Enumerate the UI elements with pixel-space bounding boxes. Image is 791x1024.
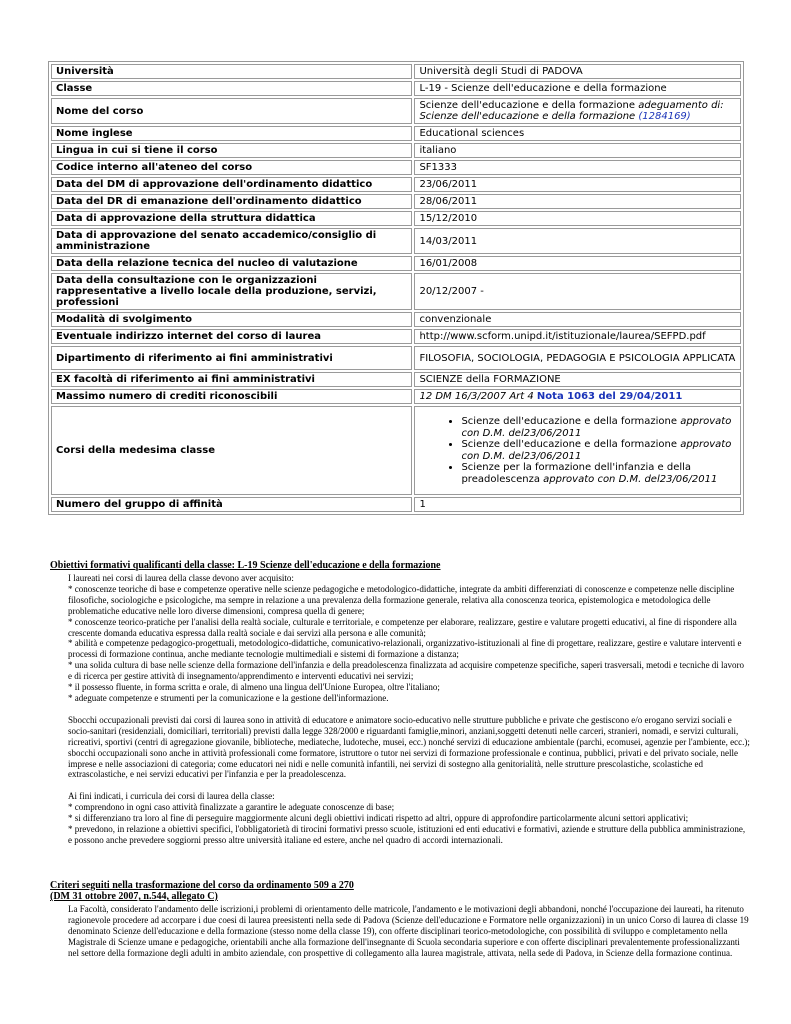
value-italic-text: adeguamento di: Scienze dell'educazione e della formazione: [419, 100, 724, 122]
row-label: Data del DM di approvazione dell'ordinamento didattico: [51, 177, 412, 192]
paragraph: * il possesso fluente, in forma scritta e orale, di almeno una lingua dell'Unione Europea, oltre l'italiano;: [68, 682, 440, 693]
row-value: [414, 126, 741, 141]
course-info-table-wrapper: [48, 61, 744, 515]
section-obiettivi-title: Obiettivi formativi qualificanti della classe: L-19 Scienze dell'educazione e della formazione: [50, 560, 441, 571]
paragraph: * conoscenze teoriche di base e competenze operative nelle scienze pedagogiche e metodologico-didattiche, integrate da ambiti differenziati di conoscenze e competenze nelle discipline filosofiche, sociologiche e psicologiche, ma sempre in relazione a una prevalenza della formazione generale, relativa alla conoscenza teorica, epistemologica e metodologica delle problematiche educative nelle loro diverse dimensioni, compresa quella di genere;: [68, 583, 735, 616]
table-row: [51, 81, 741, 96]
row-label: Eventuale indirizzo internet del corso di laurea: [51, 329, 412, 344]
paragraph: Sbocchi occupazionali previsti dai corsi di laurea sono in attività di educatore e animatore socio-educativo nelle strutture pubbliche e private che gestiscono e/o erogano servizi sociali e socio-sanitari (residenziali, domiciliari, territoriali) previsti dalla legge 328/2000 e riguardanti famiglie,minori, anziani,soggetti detenuti nelle carceri, stranieri, nomadi, e servizi culturali, ricreativi, sportivi (centri di agregazione giovanile, biblioteche, mediateche, ludoteche, musei, ecc.) nonché servizi di educazione ambientale (parchi, ecomusei, agenzie per l'ambiente, ecc.); sbocchi occupazionali sono anche in attività professionali come formatore, istruttore o tutor nei servizi di formazione professionale e continua, pubblici, privati e del privato sociale, nelle imprese e nelle associazioni di categoria; come educatori nei nidi e nelle comunità infantili, nei servizi di sostegno alla genitorialità, nelle strutture prescolastiche, scolastiche ed extrascolastiche, e nei servizi educativi per l'infanzia e per la preadolescenza.: [68, 714, 750, 780]
row-value: [414, 228, 741, 254]
paragraph-gap: [68, 704, 750, 715]
corsi-name: Scienze dell'educazione e della formazione: [461, 439, 681, 450]
corsi-name: Scienze per la formazione dell'infanzia e della preadolescenza: [461, 462, 692, 485]
row-value: [414, 81, 741, 96]
row-value: [414, 194, 741, 209]
paragraph: * si differenziano tra loro al fine di perseguire maggiormente alcuni degli obiettivi indicati rispetto ad altri, oppure di approfondire particolarmente alcuni settori applicativi;: [68, 813, 689, 824]
row-value: [414, 143, 741, 158]
table-row: [51, 160, 741, 175]
table-row: [51, 389, 741, 404]
table-row: [51, 194, 741, 209]
row-value: [414, 497, 741, 512]
table-row: [51, 211, 741, 226]
row-value: [414, 273, 741, 310]
corsi-approval: approvato con D.M. del23/06/2011: [543, 473, 718, 485]
row-label: EX facoltà di riferimento ai fini amministrativi: [51, 372, 412, 387]
row-value: [414, 256, 741, 271]
value-text: convenzionale: [419, 314, 492, 325]
row-value: [414, 64, 741, 79]
row-value: [414, 312, 741, 327]
section-criteri-body: [50, 904, 750, 959]
row-label: Nome del corso: [51, 98, 412, 124]
section-criteri-title-line1: Criteri seguiti nella trasformazione del corso da ordinamento 509 a 270: [50, 880, 354, 891]
row-label: Data della relazione tecnica del nucleo di valutazione: [51, 256, 412, 271]
corsi-list-item: [461, 416, 736, 439]
row-label: Nome inglese: [51, 126, 412, 141]
paragraph: I laureati nei corsi di laurea della classe devono aver acquisito:: [68, 573, 294, 583]
paragraph: * comprendono in ogni caso attività finalizzate a garantire le adeguate conoscenze di base;: [68, 802, 395, 813]
paragraph: * conoscenze teorico-pratiche per l'analisi della realtà sociale, culturale e territoriale, e competenze per elaborare, realizzare, gestire e valutare progetti educativi, al fine di rispondere alla crescente domanda educativa espressa dalla realtà sociale e dai servizi alla persona e alle comunità;: [68, 616, 737, 638]
table-row: [51, 177, 741, 192]
value-text: 20/12/2007 -: [419, 286, 484, 297]
value-text: http://www.scform.unipd.it/istituzionale/laurea/SEFPD.pdf: [419, 331, 706, 342]
course-info-table-body: [51, 64, 741, 512]
table-row: [51, 497, 741, 512]
row-label: Università: [51, 64, 412, 79]
table-row: [51, 64, 741, 79]
value-text: 28/06/2011: [419, 196, 478, 207]
paragraph: * abilità e competenze pedagogico-progettuali, metodologico-didattiche, comunicativo-relazionali, organizzativo-istituzionali al fine di progettare, realizzare, gestire e valutare interventi e processi di formazione continua, anche mediante tecnologie multimediali e sistemi di formazione a distanza;: [68, 638, 742, 660]
section-criteri: [50, 880, 750, 959]
paragraph: Ai fini indicati, i curricula dei corsi di laurea della classe:: [68, 791, 275, 802]
value-text: Educational sciences: [419, 128, 525, 139]
value-text: L-19 - Scienze dell'educazione e della formazione: [419, 83, 667, 94]
row-label: Classe: [51, 81, 412, 96]
row-label: Data del DR di emanazione dell'ordinamento didattico: [51, 194, 412, 209]
row-value: [414, 389, 741, 404]
value-text: 16/01/2008: [419, 258, 478, 269]
table-row: [51, 346, 741, 370]
section-criteri-title-line2: (DM 31 ottobre 2007, n.544, allegato C): [50, 891, 218, 902]
paragraph: * adeguate competenze e strumenti per la comunicazione e la gestione dell'informazione.: [68, 692, 389, 703]
row-label: Modalità di svolgimento: [51, 312, 412, 327]
corsi-list-item: [461, 462, 736, 485]
paragraph-gap: [68, 780, 750, 791]
nota-link[interactable]: Nota 1063 del 29/04/2011: [536, 391, 683, 402]
table-row: [51, 372, 741, 387]
table-row: [51, 126, 741, 141]
corsi-list-item: [461, 439, 736, 462]
value-italic-text: 12 DM 16/3/2007 Art 4: [419, 391, 537, 402]
row-value: [414, 406, 741, 495]
row-label: Numero del gruppo di affinità: [51, 497, 412, 512]
value-text: Università degli Studi di PADOVA: [419, 66, 583, 77]
table-row: [51, 256, 741, 271]
value-text: Scienze dell'educazione e della formazione: [419, 100, 639, 111]
value-text: 23/06/2011: [419, 179, 478, 190]
section-obiettivi-body: [50, 573, 750, 846]
table-row: [51, 312, 741, 327]
table-row: [51, 273, 741, 310]
corsi-list: [419, 416, 736, 485]
row-label: Lingua in cui si tiene il corso: [51, 143, 412, 158]
paragraph: * prevedono, in relazione a obiettivi specifici, l'obbligatorietà di tirocini formativi presso scuole, istituzioni ed enti educativi e formativi, aziende e strutture della pubblica amministrazione, e possono anche prevedere soggiorni presso altre università italiane ed estere, anche nel quadro di accordi internazionali.: [68, 824, 746, 845]
table-row: [51, 143, 741, 158]
row-label: Codice interno all'ateneo del corso: [51, 160, 412, 175]
row-value: [414, 98, 741, 124]
table-row: [51, 228, 741, 254]
table-row: [51, 329, 741, 344]
row-label: Data di approvazione della struttura didattica: [51, 211, 412, 226]
section-criteri-text: La Facoltà, considerato l'andamento delle iscrizioni,i problemi di orientamento delle matricole, l'andamento e le motivazioni degli abbandoni, nonché l'occupazione dei laureati, ha ritenuto ragionevole procedere ad accorpare i due coesi di laurea preesistenti nella sede di Padova (Scienze dell'educazione e Formatore nelle organizzazioni) in un unico Corso di laurea di classe 19 denominato Scienze dell'educazione e della formazione (stesso nome della classe 19), con offerte disciplinari teorico-metodologiche, con possibilità di sviluppo e completamento nella Magistrale di Scienze umane e pedagogiche, orientabili anche alla formazione dell'insegnante di Scuola secondaria superiore e con offerte disciplinari prevalentemente professionalizzanti nel settore della formazione degli adulti in ambito aziendale, con prospettive di collegamento alla laurea magistrale, attivata, nella sede di Padova, in Scienze della formazione continua.: [68, 904, 749, 958]
course-code-link[interactable]: (1284169): [638, 111, 691, 122]
row-value: [414, 372, 741, 387]
corsi-approval: approvato con D.M. del23/06/2011: [461, 416, 732, 439]
row-label: Corsi della medesima classe: [51, 406, 412, 495]
value-text: italiano: [419, 145, 457, 156]
row-value: [414, 211, 741, 226]
value-text: 1: [419, 499, 426, 510]
row-label: Dipartimento di riferimento ai fini amministrativi: [51, 346, 412, 370]
row-label: Data della consultazione con le organizzazioni rappresentative a livello locale della produzione, servizi, professioni: [51, 273, 412, 310]
section-obiettivi: [50, 560, 750, 846]
table-row: [51, 98, 741, 124]
row-value: [414, 160, 741, 175]
value-text: SF1333: [419, 162, 458, 173]
row-value: [414, 329, 741, 344]
value-text: FILOSOFIA, SOCIOLOGIA, PEDAGOGIA E PSICOLOGIA APPLICATA: [419, 352, 736, 364]
row-value: [414, 346, 741, 370]
table-row: [51, 406, 741, 495]
row-value: [414, 177, 741, 192]
row-label: Massimo numero di crediti riconoscibili: [51, 389, 412, 404]
paragraph: * una solida cultura di base nelle scienze della formazione dell'infanzia e della preadolescenza finalizzata ad acquisire competenze specifiche, saperi trasversali, metodi e tecniche di lavoro e di ricerca per gestire attività di insegnamento/apprendimento e interventi educativi nei servizi;: [68, 660, 745, 682]
value-text: 15/12/2010: [419, 213, 478, 224]
value-text: 14/03/2011: [419, 235, 478, 247]
corsi-approval: approvato con D.M. del23/06/2011: [461, 439, 732, 462]
corsi-name: Scienze dell'educazione e della formazione: [461, 416, 681, 427]
value-text: SCIENZE della FORMAZIONE: [419, 374, 561, 385]
course-info-table: [48, 61, 744, 515]
row-label: Data di approvazione del senato accademico/consiglio di amministrazione: [51, 228, 412, 254]
